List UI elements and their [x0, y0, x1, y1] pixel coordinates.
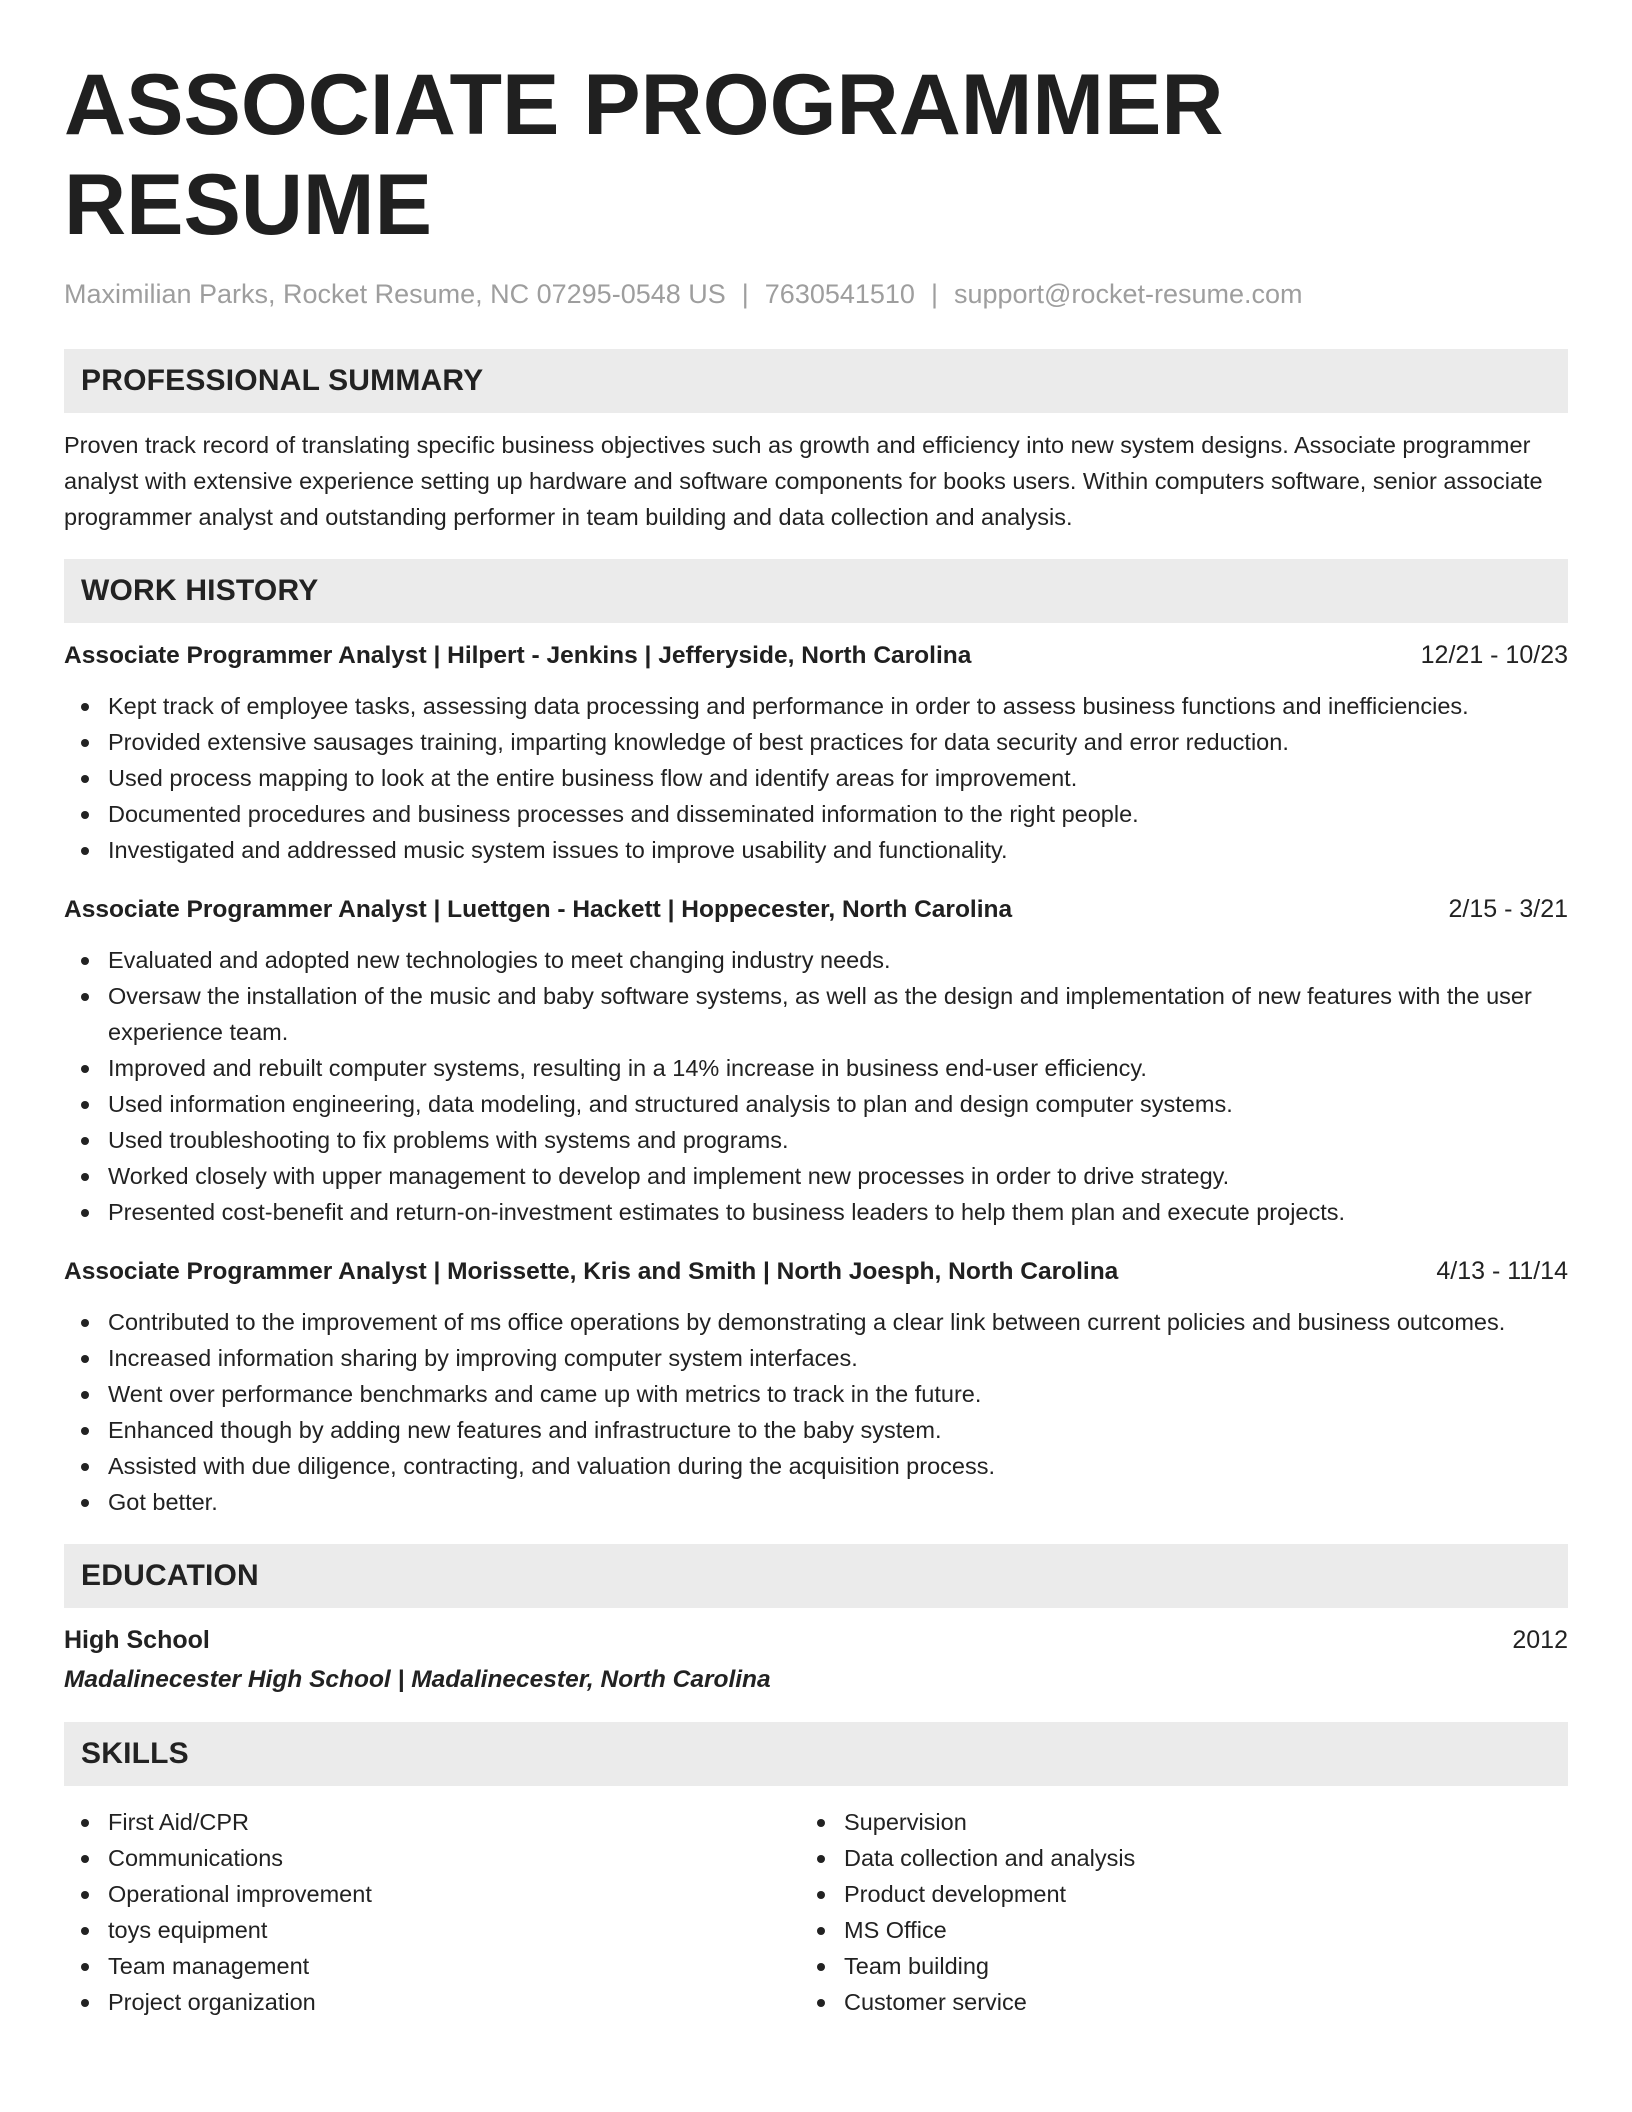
contact-phone: 7630541510 [764, 279, 915, 309]
skill-item: Team management [108, 1948, 800, 1984]
job-title: Associate Programmer Analyst | Morissette, Kris and Smith | North Joesph, North Carolina [64, 1258, 1119, 1285]
skills-list [800, 1804, 1536, 2020]
job-bullet: Increased information sharing by improving computer system interfaces. [108, 1340, 1568, 1376]
job-title: Associate Programmer Analyst | Hilpert - Jenkins | Jefferyside, North Carolina [64, 642, 972, 669]
job-bullet: Enhanced though by adding new features and infrastructure to the baby system. [108, 1412, 1568, 1448]
section-header-work-history: WORK HISTORY [64, 559, 1568, 623]
job-title: Associate Programmer Analyst | Luettgen - Hackett | Hoppecester, North Carolina [64, 896, 1013, 923]
skill-item: Project organization [108, 1984, 800, 2020]
skills-list [64, 1804, 800, 2020]
job-bullet: Went over performance benchmarks and came up with metrics to track in the future. [108, 1376, 1568, 1412]
contact-separator: | [930, 279, 938, 309]
skill-item: First Aid/CPR [108, 1804, 800, 1840]
job-entry [64, 637, 1568, 868]
job-bullets [64, 688, 1568, 868]
skills-column-right [800, 1804, 1536, 2020]
education-year: 2012 [1512, 1626, 1568, 1654]
job-bullet: Improved and rebuilt computer systems, resulting in a 14% increase in business end-user efficiency. [108, 1050, 1568, 1086]
job-bullet: Evaluated and adopted new technologies to meet changing industry needs. [108, 942, 1568, 978]
contact-line [64, 277, 1568, 311]
education-school: Madalinecester High School | Madalinecester, North Carolina [64, 1666, 771, 1693]
job-bullet: Contributed to the improvement of ms office operations by demonstrating a clear link between current policies and business outcomes. [108, 1304, 1568, 1340]
skills-column-left [64, 1804, 800, 2020]
skill-item: toys equipment [108, 1912, 800, 1948]
education-header [64, 1622, 1568, 1658]
skill-item: Operational improvement [108, 1876, 800, 1912]
job-bullet: Documented procedures and business processes and disseminated information to the right people. [108, 796, 1568, 832]
job-bullet: Got better. [108, 1484, 1568, 1520]
job-bullet: Used troubleshooting to fix problems with systems and programs. [108, 1122, 1568, 1158]
contact-address: Maximilian Parks, Rocket Resume, NC 07295-0548 US [64, 279, 726, 309]
job-bullet: Presented cost-benefit and return-on-investment estimates to business leaders to help them plan and execute projects. [108, 1194, 1568, 1230]
skill-item: Customer service [844, 1984, 1536, 2020]
skill-item: MS Office [844, 1912, 1536, 1948]
skills-grid [64, 1804, 1568, 2020]
education-degree: High School [64, 1626, 210, 1654]
job-bullet: Worked closely with upper management to develop and implement new processes in order to drive strategy. [108, 1158, 1568, 1194]
summary-text: Proven track record of translating specific business objectives such as growth and efficiency into new system designs. Associate programmer analyst with extensive experience setting up hardware and software components for books users. Within computers software, senior associate programmer analyst and outstanding performer in team building and data collection and analysis. [64, 432, 1543, 530]
job-bullet: Used process mapping to look at the entire business flow and identify areas for improvement. [108, 760, 1568, 796]
contact-separator: | [741, 279, 749, 309]
job-bullets [64, 942, 1568, 1230]
job-bullet: Provided extensive sausages training, imparting knowledge of best practices for data security and error reduction. [108, 724, 1568, 760]
job-bullet: Assisted with due diligence, contracting, and valuation during the acquisition process. [108, 1448, 1568, 1484]
skill-item: Communications [108, 1840, 800, 1876]
job-bullets [64, 1304, 1568, 1520]
job-dates: 12/21 - 10/23 [1420, 641, 1568, 669]
job-header [64, 1253, 1568, 1290]
job-bullet: Used information engineering, data modeling, and structured analysis to plan and design computer systems. [108, 1086, 1568, 1122]
job-bullet: Oversaw the installation of the music and baby software systems, as well as the design and implementation of new features with the user experience team. [108, 978, 1568, 1050]
education-entry [64, 1622, 1568, 1698]
job-dates: 4/13 - 11/14 [1436, 1257, 1568, 1285]
skill-item: Product development [844, 1876, 1536, 1912]
job-entry [64, 891, 1568, 1230]
section-header-skills: SKILLS [64, 1722, 1568, 1786]
job-bullet: Kept track of employee tasks, assessing data processing and performance in order to assess business functions and inefficiencies. [108, 688, 1568, 724]
skill-item: Team building [844, 1948, 1536, 1984]
skill-item: Supervision [844, 1804, 1536, 1840]
resume-title: ASSOCIATE PROGRAMMER RESUME [64, 57, 1224, 253]
job-header [64, 637, 1568, 674]
job-dates: 2/15 - 3/21 [1448, 895, 1568, 923]
section-header-summary: PROFESSIONAL SUMMARY [64, 349, 1568, 413]
skill-item: Data collection and analysis [844, 1840, 1536, 1876]
contact-email: support@rocket-resume.com [953, 279, 1303, 309]
job-header [64, 891, 1568, 928]
job-bullet: Investigated and addressed music system issues to improve usability and functionality. [108, 832, 1568, 868]
job-entry [64, 1253, 1568, 1520]
section-header-education: EDUCATION [64, 1544, 1568, 1608]
